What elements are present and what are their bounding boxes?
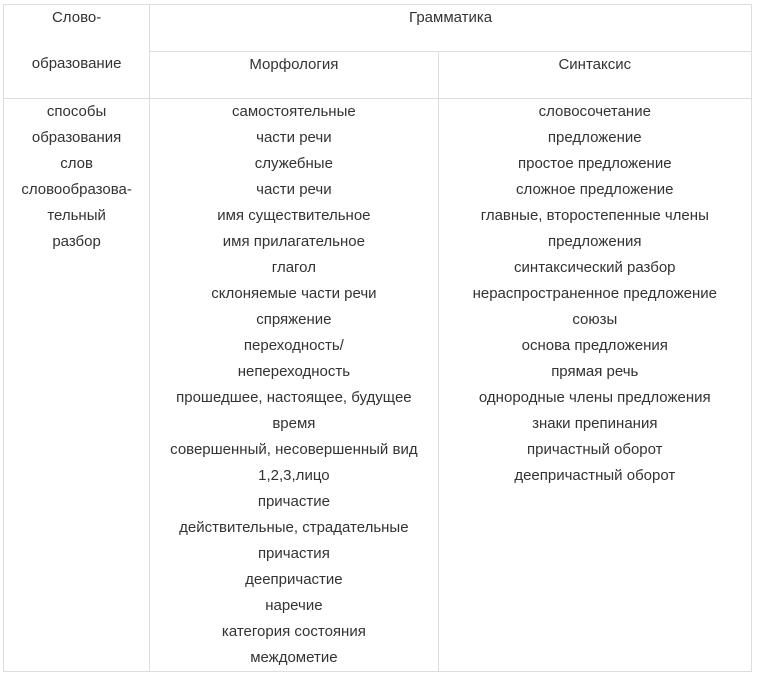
- list-item: имя существительное: [217, 207, 371, 224]
- list-item: части речи: [256, 181, 332, 198]
- list-item: простое предложение: [517, 155, 672, 172]
- list-item: служебные: [254, 155, 333, 172]
- list-item: деепричастный оборот: [514, 467, 676, 484]
- list-item: союзы: [572, 311, 618, 328]
- list-item: действительные, страдательные: [179, 519, 409, 536]
- list-item: части речи: [256, 129, 332, 146]
- list-item: причастие: [257, 493, 330, 510]
- list-item: знаки препинания: [532, 415, 658, 432]
- grammar-table: [3, 4, 752, 672]
- list-item: имя прилагательное: [222, 233, 365, 250]
- morphology-list: [150, 99, 437, 671]
- list-item: главные, второстепенные члены: [480, 207, 709, 224]
- list-item: деепричастие: [245, 571, 343, 588]
- syntax-list: [439, 99, 751, 489]
- list-item: наречие: [265, 597, 323, 614]
- syntax-cell: [438, 99, 751, 672]
- content-row: [4, 99, 752, 672]
- grammar-header: Грамматика: [150, 5, 752, 52]
- list-item: глагол: [271, 259, 316, 276]
- list-item: совершенный, несовершенный вид: [170, 441, 418, 458]
- list-item: основа предложения: [521, 337, 668, 354]
- word-formation-header: [4, 5, 150, 99]
- list-item: самостоятельные: [232, 103, 356, 120]
- list-item: предложения: [548, 233, 642, 250]
- list-item: переходность/: [243, 337, 344, 354]
- list-item: словообразова-: [21, 181, 132, 198]
- list-item: спряжение: [256, 311, 332, 328]
- list-item: прямая речь: [551, 363, 639, 380]
- list-item: разбор: [52, 233, 101, 250]
- header-row: [4, 5, 752, 52]
- list-item: сложное предложение: [516, 181, 674, 198]
- list-item: синтаксический разбор: [514, 259, 676, 276]
- list-item: прошедшее, настоящее, будущее: [176, 389, 412, 406]
- word-formation-cell: [4, 99, 150, 672]
- list-item: причастный оборот: [527, 441, 663, 458]
- list-item: время: [272, 415, 316, 432]
- list-item: предложение: [547, 129, 642, 146]
- list-item: междометие: [250, 649, 338, 666]
- morphology-cell: [150, 99, 438, 672]
- list-item: причастия: [257, 545, 330, 562]
- list-item: тельный: [47, 207, 106, 224]
- list-item: слов: [60, 155, 93, 172]
- list-item: непереходность: [237, 363, 351, 380]
- word-formation-list: [4, 99, 149, 255]
- syntax-header: Синтаксис: [438, 52, 751, 99]
- list-item: однородные члены предложения: [478, 389, 711, 406]
- word-formation-header-line-2: образование: [31, 55, 122, 72]
- list-item: склоняемые части речи: [211, 285, 377, 302]
- list-item: способы: [46, 103, 107, 120]
- morphology-header: Морфология: [150, 52, 438, 99]
- list-item: образования: [31, 129, 122, 146]
- list-item: 1,2,3,лицо: [258, 467, 330, 484]
- list-item: нераспространенное предложение: [472, 285, 717, 302]
- list-item: словосочетание: [538, 103, 651, 120]
- list-item: категория состояния: [221, 623, 366, 640]
- word-formation-header-line-1: Слово-: [51, 9, 102, 26]
